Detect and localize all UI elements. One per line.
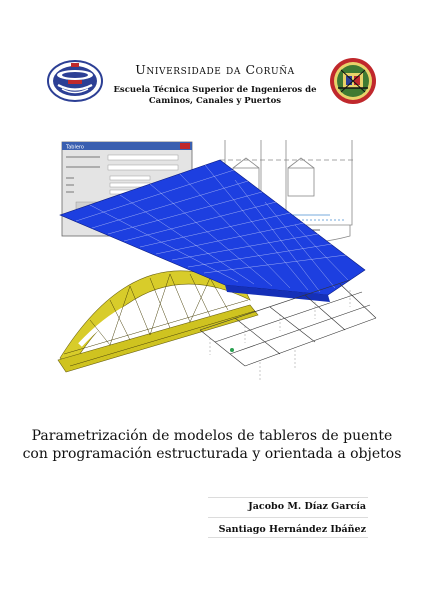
divider bbox=[208, 497, 368, 498]
school-name-line1: Escuela Técnica Superior de Ingenieros de bbox=[113, 85, 317, 95]
school-seal-logo bbox=[328, 56, 378, 106]
document-title-line1: Parametrización de modelos de tableros de puente bbox=[31, 428, 393, 444]
author-1: Jacobo M. Díaz García bbox=[248, 501, 366, 512]
divider bbox=[208, 517, 368, 518]
author-2: Santiago Hernández Ibáñez bbox=[218, 524, 366, 535]
dialog-title: Tablero bbox=[66, 144, 84, 151]
cover-figure bbox=[50, 140, 380, 390]
divider bbox=[208, 537, 368, 538]
document-title-line2: con programación estructurada y orientada a objetos bbox=[22, 446, 402, 462]
school-name-line2: Caminos, Canales y Puertos bbox=[148, 96, 282, 106]
university-logo bbox=[46, 58, 104, 104]
university-name: Universidade da Coruña bbox=[135, 62, 295, 77]
